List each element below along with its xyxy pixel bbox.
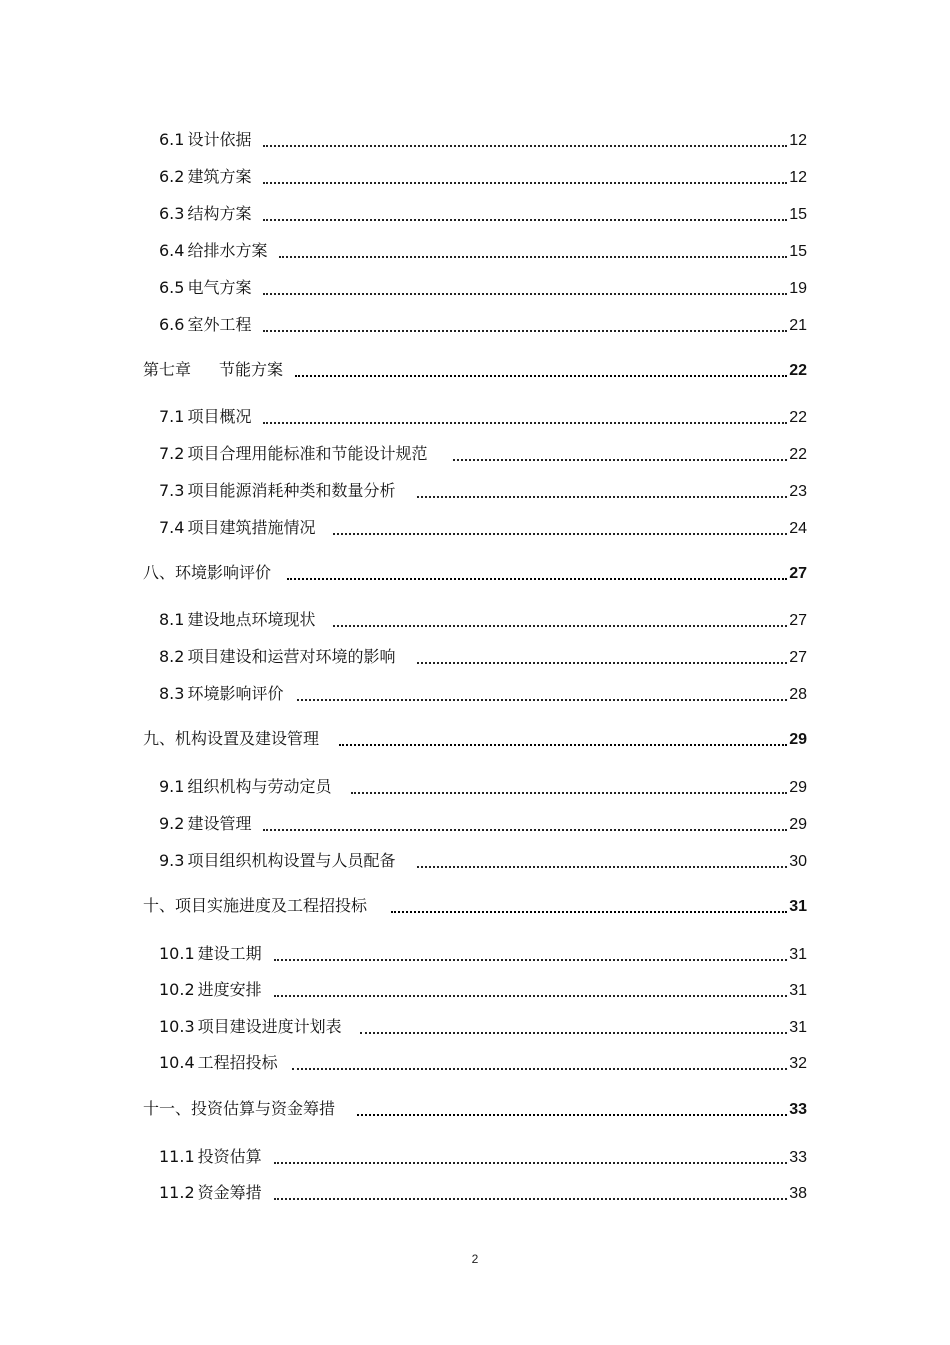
toc-entry-title: 项目组织机构设置与人员配备 [187,851,396,870]
toc-entry-title: 室外工程 [187,315,252,334]
toc-chapter-number: 十、 [143,896,176,915]
toc-chapter-title: 环境影响评价 [175,563,272,582]
dot-leader [263,829,787,831]
toc-entry-number: 9.1 [159,777,185,796]
toc-entry-page: 31 [789,1019,807,1036]
toc-chapter-number: 十一、 [143,1099,192,1118]
toc-entry-title: 项目能源消耗种类和数量分析 [187,481,396,500]
toc-entry-page: 31 [789,946,807,963]
dot-leader [263,182,787,184]
toc-entry-page: 15 [789,206,807,223]
toc-entry-page: 27 [789,649,807,666]
toc-entry-page: 22 [789,446,807,463]
toc-entry-title: 建设管理 [187,814,252,833]
toc-chapter-page: 22 [789,362,807,379]
toc-entry-page: 30 [789,853,807,870]
toc-entry-title: 项目概况 [187,407,252,426]
dot-leader [274,1162,787,1164]
toc-entry-page: 23 [789,483,807,500]
toc-entry-page: 27 [789,612,807,629]
toc-entry-page: 15 [789,243,807,260]
toc-entry-number: 10.3 [159,1017,195,1036]
toc-chapter-11[interactable] [143,1099,807,1120]
toc-chapter-title: 机构设置及建设管理 [175,729,320,748]
toc-entry-title: 建设地点环境现状 [187,610,316,629]
toc-entry-number: 7.1 [159,407,185,426]
toc-entry-number: 10.4 [159,1053,195,1072]
toc-chapter-page: 27 [789,565,807,582]
dot-leader [263,330,787,332]
toc-entry-page: 28 [789,686,807,703]
dot-leader [274,959,787,961]
toc-chapter-10[interactable] [143,896,807,917]
toc-entry-number: 6.5 [159,278,185,297]
toc-entry-page: 21 [789,317,807,334]
toc-entry-title: 组织机构与劳动定员 [187,777,332,796]
toc-entry-page: 24 [789,520,807,537]
toc-entry-number: 7.3 [159,481,185,500]
toc-chapter-number: 八、 [143,563,176,582]
dot-leader [295,375,787,377]
toc-entry-title: 进度安排 [197,980,262,999]
toc-entry-title: 项目建设进度计划表 [197,1017,342,1036]
toc-entry-11-1[interactable] [159,1147,807,1168]
toc-entry-page: 12 [789,169,807,186]
toc-entry-9-1[interactable] [159,777,807,798]
dot-leader [292,1068,787,1070]
toc-entry-number: 6.1 [159,130,185,149]
toc-entry-6-6[interactable] [159,315,807,336]
toc-entry-6-2[interactable] [159,167,807,188]
toc-chapter-page: 29 [789,731,807,748]
toc-entry-10-2[interactable] [159,980,807,1001]
dot-leader [263,145,787,147]
toc-chapter-title: 投资估算与资金筹措 [191,1099,336,1118]
toc-chapter-page: 33 [789,1101,807,1118]
toc-entry-number: 11.2 [159,1183,195,1202]
toc-entry-title: 结构方案 [187,204,252,223]
toc-entry-page: 38 [789,1185,807,1202]
toc-entry-number: 7.4 [159,518,185,537]
dot-leader [333,533,787,535]
dot-leader [417,496,787,498]
toc-entry-9-3[interactable] [159,851,807,872]
dot-leader [339,744,787,746]
toc-chapter-number: 第七章 [143,360,192,379]
dot-leader [333,625,787,627]
toc-entry-page: 29 [789,779,807,796]
toc-entry-8-3[interactable] [159,684,807,705]
toc-entry-page: 32 [789,1055,807,1072]
toc-entry-number: 8.1 [159,610,185,629]
toc-entry-number: 6.3 [159,204,185,223]
dot-leader [351,792,787,794]
dot-leader [417,866,787,868]
toc-entry-page: 22 [789,409,807,426]
dot-leader [360,1032,787,1034]
toc-entry-title: 环境影响评价 [187,684,284,703]
toc-entry-title: 投资估算 [197,1147,262,1166]
toc-entry-title: 工程招投标 [197,1053,278,1072]
toc-entry-title: 电气方案 [187,278,252,297]
toc-entry-title: 建筑方案 [187,167,252,186]
toc-entry-page: 12 [789,132,807,149]
toc-entry-8-1[interactable] [159,610,807,631]
toc-entry-7-1[interactable] [159,407,807,428]
toc-entry-title: 项目建设和运营对环境的影响 [187,647,396,666]
toc-entry-title: 项目建筑措施情况 [187,518,316,537]
dot-leader [279,256,787,258]
toc-entry-number: 6.6 [159,315,185,334]
dot-leader [274,995,787,997]
toc-entry-number: 10.2 [159,980,195,999]
toc-entry-10-3[interactable] [159,1017,807,1038]
toc-entry-number: 8.3 [159,684,185,703]
toc-entry-6-1[interactable] [159,130,807,151]
toc-chapter-7[interactable] [143,360,807,381]
toc-entry-10-4[interactable] [159,1053,807,1074]
toc-entry-number: 6.4 [159,241,185,260]
toc-entry-9-2[interactable] [159,814,807,835]
toc-entry-number: 7.2 [159,444,185,463]
toc-chapter-number: 九、 [143,729,176,748]
toc-entry-page: 31 [789,982,807,999]
dot-leader [391,911,787,913]
toc-entry-6-3[interactable] [159,204,807,225]
toc-entry-title: 资金筹措 [197,1183,262,1202]
toc-entry-6-4[interactable] [159,241,807,262]
toc-entry-7-4[interactable] [159,518,807,539]
dot-leader [417,662,787,664]
toc-entry-11-2[interactable] [159,1183,807,1204]
toc-entry-page: 33 [789,1149,807,1166]
dot-leader [297,699,787,701]
toc-entry-title: 设计依据 [187,130,252,149]
toc-chapter-page: 31 [789,898,807,915]
toc-entry-number: 9.2 [159,814,185,833]
dot-leader [357,1114,787,1116]
dot-leader [263,422,787,424]
page-number: 2 [471,1252,479,1266]
toc-entry-number: 9.3 [159,851,185,870]
dot-leader [263,219,787,221]
toc-entry-page: 29 [789,816,807,833]
toc-entry-number: 8.2 [159,647,185,666]
dot-leader [453,459,787,461]
toc-chapter-title: 节能方案 [219,360,284,379]
toc-entry-7-2[interactable] [159,444,807,465]
toc-entry-title: 建设工期 [197,944,262,963]
toc-entry-title: 给排水方案 [187,241,268,260]
toc-entry-number: 10.1 [159,944,195,963]
toc-entry-number: 11.1 [159,1147,195,1166]
toc-entry-page: 19 [789,280,807,297]
toc-chapter-title: 项目实施进度及工程招投标 [175,896,368,915]
toc-entry-title: 项目合理用能标准和节能设计规范 [187,444,428,463]
toc-chapter-9[interactable] [143,729,807,750]
toc-chapter-8[interactable] [143,563,807,584]
toc-entry-6-5[interactable] [159,278,807,299]
toc-entry-number: 6.2 [159,167,185,186]
toc-entry-7-3[interactable] [159,481,807,502]
dot-leader [263,293,787,295]
toc-entry-10-1[interactable] [159,944,807,965]
dot-leader [287,578,787,580]
toc-entry-8-2[interactable] [159,647,807,668]
dot-leader [274,1198,787,1200]
